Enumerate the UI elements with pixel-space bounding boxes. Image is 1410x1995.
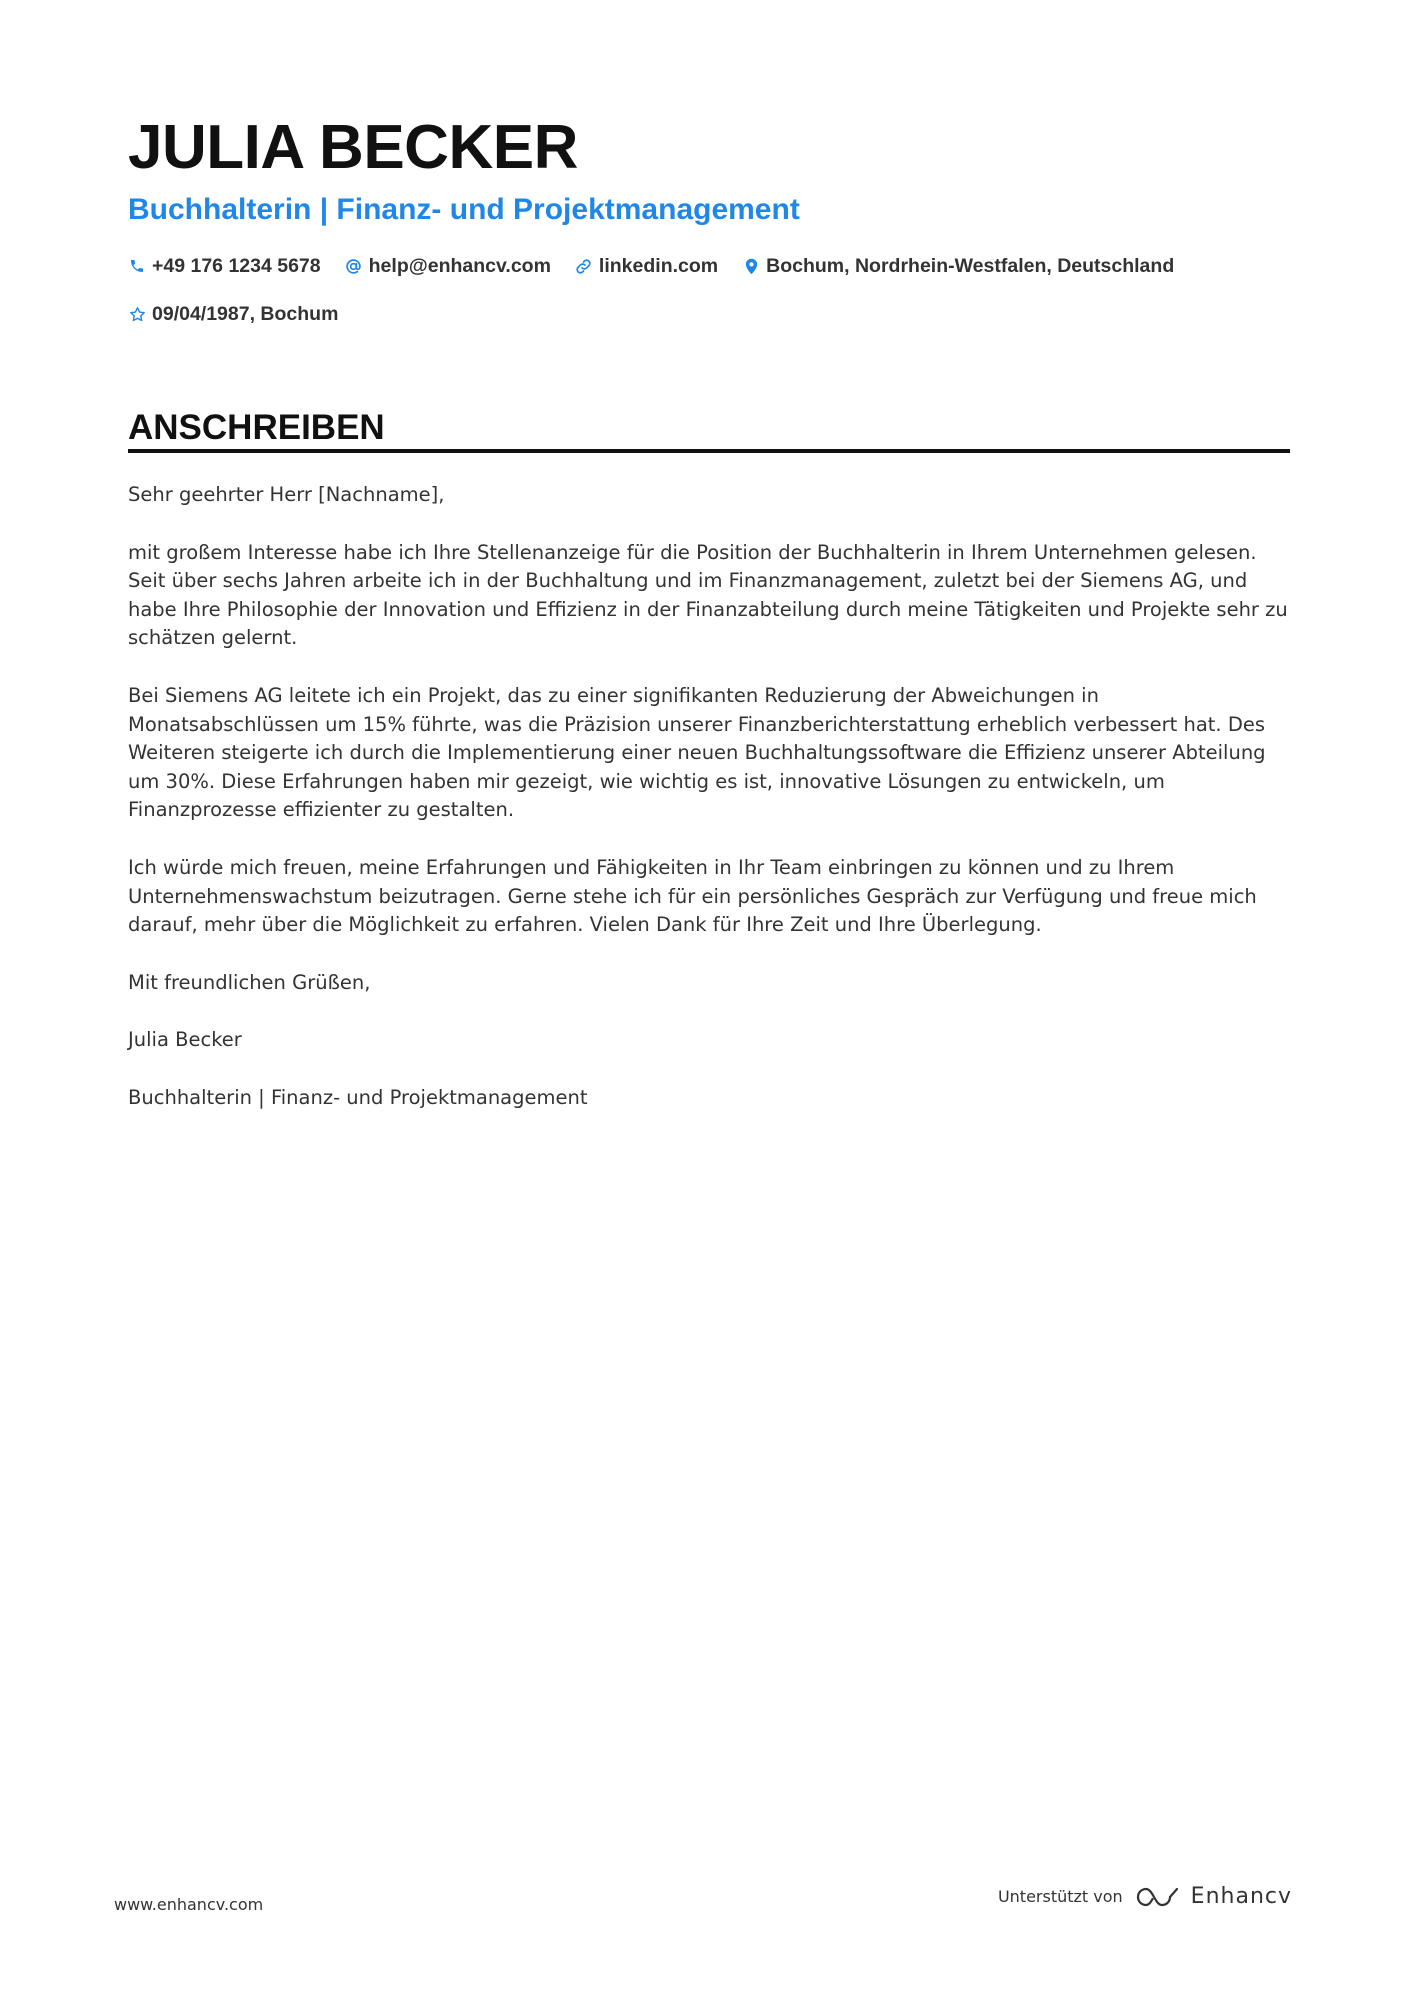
candidate-name: JULIA BECKER [128, 113, 578, 182]
contact-linkedin[interactable] [575, 252, 718, 280]
contact-birth [128, 300, 338, 328]
contact-location [742, 252, 1174, 280]
contact-phone[interactable] [128, 252, 321, 280]
letter-paragraph-1: mit großem Interesse habe ich Ihre Stellenanzeige für die Position der Buchhalterin in Ihrem Unternehmen gelesen. Seit über sechs Jahren arbeite ich in der Buchhaltung und im Finanzmanagement, zuletzt bei der Siemens AG, und habe Ihre Philosophie der Innovation und Effizienz in der Finanzabteilung durch meine Tätigkeiten und Projekte sehr zu schätzen gelernt. [128, 540, 1288, 650]
star-icon [128, 305, 146, 323]
enhancv-logo-icon [1135, 1885, 1181, 1909]
letter-signature-name: Julia Becker [128, 1028, 242, 1052]
letter-signature-title: Buchhalterin | Finanz- und Projektmanagement [128, 1085, 588, 1109]
letter-paragraph-3: Ich würde mich freuen, meine Erfahrungen und Fähigkeiten in Ihr Team einbringen zu können und zu Ihrem Unternehmenswachstum beizutragen. Gerne stehe ich für ein persönliches Gespräch zur Verfügung und freue mich darauf, mehr über die Möglichkeit zu erfahren. Vielen Dank für Ihre Zeit und Ihre Überlegung. [128, 855, 1257, 937]
contact-email[interactable] [345, 252, 551, 280]
footer-powered-by[interactable] [998, 1884, 1292, 1909]
powered-by-label: Unterstützt von [997, 1887, 1123, 1906]
at-icon [345, 257, 363, 275]
letter-closing: Mit freundlichen Grüßen, [128, 970, 371, 994]
contact-phone-text: +49 176 1234 5678 [152, 255, 321, 277]
cover-letter-body [128, 481, 1290, 1142]
contact-email-text: help@enhancv.com [368, 255, 551, 277]
location-pin-icon [742, 257, 760, 275]
section-title: ANSCHREIBEN [128, 408, 385, 447]
phone-icon [128, 257, 146, 275]
letter-paragraph-2: Bei Siemens AG leitete ich ein Projekt, das zu einer signifikanten Reduzierung der Abweichungen in Monatsabschlüssen um 15% führte, was die Präzision unserer Finanzberichterstattung erheblich verbessert hat. Des Weiteren steigerte ich durch die Implementierung einer neuen Buchhaltungssoftware die Effizienz unserer Abteilung um 30%. Diese Erfahrungen haben mir gezeigt, wie wichtig es ist, innovative Lösungen zu entwickeln, um Finanzprozesse effizienter zu gestalten. [128, 683, 1266, 822]
section-divider [128, 449, 1290, 453]
letter-salutation: Sehr geehrter Herr [Nachname], [128, 483, 445, 506]
contact-birth-text: 09/04/1987, Bochum [152, 303, 339, 325]
contact-list [128, 252, 1290, 328]
candidate-subtitle: Buchhalterin | Finanz- und Projektmanagement [128, 193, 800, 226]
enhancv-brand-name: Enhancv [1190, 1884, 1292, 1909]
footer-url[interactable]: www.enhancv.com [114, 1895, 264, 1914]
link-icon [575, 257, 593, 275]
contact-location-text: Bochum, Nordrhein-Westfalen, Deutschland [766, 255, 1175, 277]
contact-linkedin-text: linkedin.com [598, 255, 719, 277]
